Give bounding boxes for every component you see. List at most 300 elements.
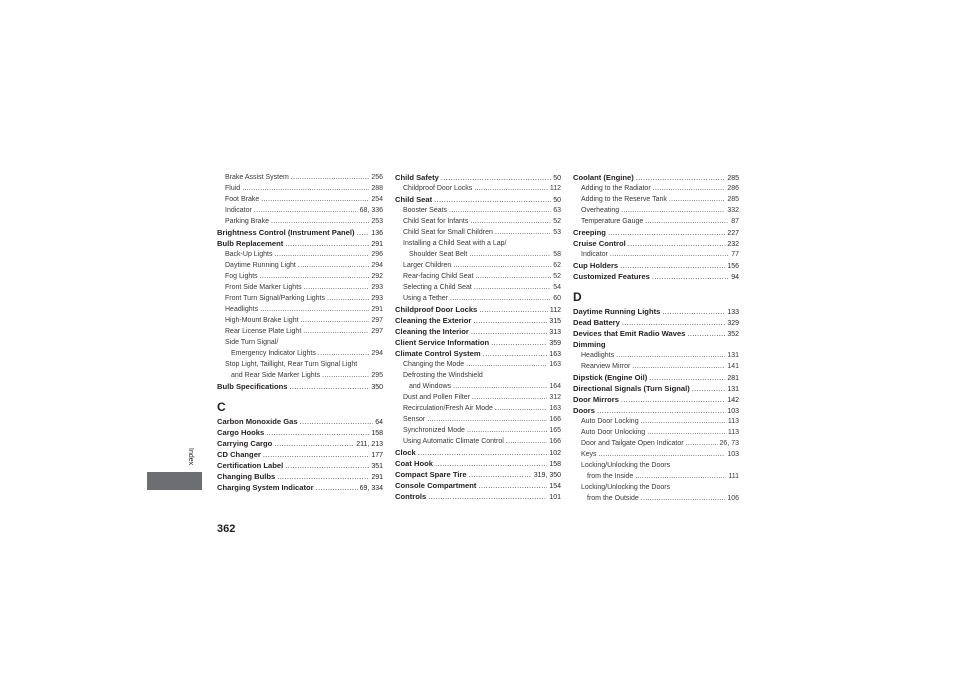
- dot-leader: [608, 227, 725, 238]
- entry-page-ref: 106: [727, 495, 739, 502]
- entry-page-ref: 87: [731, 218, 739, 225]
- index-entry: [395, 194, 561, 205]
- index-entry: [395, 403, 561, 414]
- index-entry: [573, 427, 739, 438]
- entry-page-ref: 166: [549, 438, 561, 445]
- entry-page-ref: 131: [727, 352, 739, 359]
- entry-label: Door and Tailgate Open Indicator: [581, 440, 684, 447]
- dot-leader: [616, 350, 725, 361]
- index-entry: [573, 449, 739, 460]
- index-entry: [573, 194, 739, 205]
- dot-leader: [686, 438, 718, 449]
- index-letter-heading: C: [217, 400, 226, 414]
- entry-label: and Rear Side Marker Lights: [231, 372, 321, 379]
- page-number: 362: [217, 523, 236, 535]
- dot-leader: [466, 359, 547, 370]
- entry-label: Stop Light, Taillight, Rear Turn Signal Light: [225, 361, 358, 368]
- index-entry: [573, 482, 739, 493]
- entry-page-ref: 133: [727, 309, 739, 316]
- index-entry: [395, 282, 561, 293]
- dot-leader: [620, 260, 725, 271]
- index-entry: [217, 216, 383, 227]
- index-entry: [217, 183, 383, 194]
- index-entry: [395, 469, 561, 480]
- entry-page-ref: 154: [549, 483, 561, 490]
- entry-label: Dead Battery: [573, 318, 620, 327]
- dot-leader: [261, 194, 369, 205]
- entry-label: Synchronized Mode: [403, 427, 465, 434]
- entry-page-ref: 286: [727, 185, 739, 192]
- index-entry: [573, 271, 739, 282]
- entry-label: Shoulder Seat Belt: [409, 251, 468, 258]
- dot-leader: [669, 194, 725, 205]
- entry-page-ref: 293: [371, 295, 383, 302]
- entry-page-ref: 291: [371, 306, 383, 313]
- entry-page-ref: 63: [553, 207, 561, 214]
- index-entry: [573, 205, 739, 216]
- index-entry: [395, 249, 561, 260]
- dot-leader: [471, 326, 547, 337]
- index-entry: [217, 326, 383, 337]
- index-entry: [395, 381, 561, 392]
- entry-page-ref: 26, 73: [719, 440, 739, 447]
- dot-leader: [474, 183, 548, 194]
- entry-page-ref: 156: [727, 263, 739, 270]
- entry-label: Carbon Monoxide Gas: [217, 417, 298, 426]
- index-entry: [217, 194, 383, 205]
- entry-page-ref: 165: [549, 427, 561, 434]
- dot-leader: [628, 238, 726, 249]
- index-entry: [217, 249, 383, 260]
- index-entry: [395, 216, 561, 227]
- dot-leader: [632, 361, 725, 372]
- index-entry: [395, 205, 561, 216]
- section-label: Index: [187, 448, 194, 466]
- entry-page-ref: 177: [371, 452, 383, 459]
- index-entry: [573, 471, 739, 482]
- entry-label: from the Outside: [587, 495, 639, 502]
- entry-label: Doors: [573, 406, 595, 415]
- dot-leader: [357, 227, 370, 238]
- index-entry: [217, 416, 383, 427]
- index-entry: [573, 328, 739, 339]
- index-entry: [395, 370, 561, 381]
- entry-label: Defrosting the Windshield: [403, 372, 483, 379]
- dot-leader: [274, 438, 354, 449]
- entry-page-ref: 281: [727, 375, 739, 382]
- entry-label: Customized Features: [573, 272, 650, 281]
- dot-leader: [450, 293, 551, 304]
- index-entry: [573, 493, 739, 504]
- entry-page-ref: 352: [727, 331, 739, 338]
- entry-label: Adding to the Reserve Tank: [581, 196, 667, 203]
- dot-leader: [434, 194, 551, 205]
- dot-leader: [610, 249, 729, 260]
- dot-leader: [495, 403, 547, 414]
- entry-label: Front Turn Signal/Parking Lights: [225, 295, 325, 302]
- index-entry: [395, 337, 561, 348]
- index-entry: [395, 304, 561, 315]
- entry-page-ref: 101: [549, 494, 561, 501]
- entry-label: Installing a Child Seat with a Lap/: [403, 240, 507, 247]
- index-entry: [395, 425, 561, 436]
- dot-leader: [467, 425, 547, 436]
- dot-leader: [597, 405, 725, 416]
- index-entry: [573, 260, 739, 271]
- entry-label: Emergency Indicator Lights: [231, 350, 316, 357]
- entry-page-ref: 163: [549, 405, 561, 412]
- entry-label: Daytime Running Light: [225, 262, 296, 269]
- dot-leader: [274, 249, 369, 260]
- entry-label: Child Seat for Infants: [403, 218, 469, 225]
- entry-page-ref: 69, 334: [359, 485, 383, 492]
- entry-label: Changing Bulbs: [217, 472, 276, 481]
- entry-page-ref: 211, 213: [356, 441, 383, 448]
- entry-label: Charging System Indicator: [217, 483, 314, 492]
- entry-page-ref: 285: [727, 196, 739, 203]
- index-entry: [573, 372, 739, 383]
- dot-leader: [652, 271, 729, 282]
- entry-label: Cup Holders: [573, 261, 619, 270]
- section-tab: [147, 472, 202, 490]
- index-entry: [395, 392, 561, 403]
- entry-page-ref: 294: [371, 350, 383, 357]
- entry-label: Carrying Cargo: [217, 439, 273, 448]
- index-entry: [217, 449, 383, 460]
- entry-page-ref: 112: [549, 185, 561, 192]
- entry-page-ref: 94: [731, 274, 739, 281]
- dot-leader: [653, 183, 726, 194]
- entry-page-ref: 291: [371, 241, 383, 248]
- index-entry: [395, 447, 561, 458]
- dot-leader: [662, 306, 725, 317]
- dot-leader: [636, 172, 726, 183]
- entry-label: Locking/Unlocking the Doors: [581, 484, 671, 491]
- index-entry: [573, 306, 739, 317]
- entry-page-ref: 64: [375, 419, 383, 426]
- index-entry: [573, 183, 739, 194]
- dot-leader: [322, 370, 369, 381]
- entry-page-ref: 296: [371, 251, 383, 258]
- index-entry: [217, 482, 383, 493]
- dot-leader: [298, 260, 369, 271]
- entry-page-ref: 102: [549, 450, 561, 457]
- index-entry: [217, 238, 383, 249]
- entry-label: Brake Assist System: [225, 174, 289, 181]
- entry-label: Auto Door Unlocking: [581, 429, 646, 436]
- entry-page-ref: 315: [549, 318, 561, 325]
- entry-label: Bulb Specifications: [217, 382, 288, 391]
- entry-label: Booster Seats: [403, 207, 447, 214]
- entry-label: Back-Up Lights: [225, 251, 273, 258]
- dot-leader: [441, 172, 551, 183]
- entry-label: Headlights: [581, 352, 615, 359]
- entry-page-ref: 141: [727, 363, 739, 370]
- index-entry: [217, 460, 383, 471]
- dot-leader: [435, 458, 547, 469]
- index-entry: [217, 227, 383, 238]
- dot-leader: [474, 282, 551, 293]
- entry-label: Dust and Pollen Filter: [403, 394, 470, 401]
- entry-page-ref: 50: [553, 175, 561, 182]
- entry-label: Rear License Plate Light: [225, 328, 302, 335]
- entry-label: Auto Door Locking: [581, 418, 639, 425]
- entry-page-ref: 292: [371, 273, 383, 280]
- dot-leader: [260, 271, 370, 282]
- entry-page-ref: 52: [553, 218, 561, 225]
- index-entry: [217, 359, 383, 370]
- entry-page-ref: 103: [727, 408, 739, 415]
- entry-label: Sensor: [403, 416, 426, 423]
- index-entry: [573, 172, 739, 183]
- dot-leader: [641, 493, 726, 504]
- entry-label: Console Compartment: [395, 481, 477, 490]
- entry-label: Childproof Door Locks: [403, 185, 473, 192]
- entry-label: Fog Lights: [225, 273, 258, 280]
- dot-leader: [291, 172, 370, 183]
- entry-label: Temperature Gauge: [581, 218, 644, 225]
- entry-label: Client Service Information: [395, 338, 490, 347]
- dot-leader: [478, 480, 547, 491]
- dot-leader: [649, 372, 725, 383]
- index-entry: [573, 227, 739, 238]
- dot-leader: [506, 436, 548, 447]
- index-entry: [573, 339, 739, 350]
- entry-page-ref: 50: [553, 197, 561, 204]
- entry-label: Child Safety: [395, 173, 439, 182]
- dot-leader: [289, 381, 369, 392]
- entry-page-ref: 112: [549, 307, 561, 314]
- dot-leader: [479, 304, 548, 315]
- entry-page-ref: 111: [728, 473, 739, 480]
- entry-label: Door Mirrors: [573, 395, 619, 404]
- entry-page-ref: 256: [371, 174, 383, 181]
- index-entry: [573, 317, 739, 328]
- entry-page-ref: 54: [553, 284, 561, 291]
- entry-page-ref: 113: [727, 429, 739, 436]
- entry-label: Controls: [395, 492, 427, 501]
- entry-label: Rear-facing Child Seat: [403, 273, 474, 280]
- index-entry: [395, 359, 561, 370]
- dot-leader: [641, 416, 726, 427]
- entry-label: Directional Signals (Turn Signal): [573, 384, 690, 393]
- index-entry: [217, 172, 383, 183]
- dot-leader: [469, 469, 532, 480]
- entry-page-ref: 60: [553, 295, 561, 302]
- entry-label: and Windows: [409, 383, 452, 390]
- entry-page-ref: 113: [727, 418, 739, 425]
- index-entry: [217, 337, 383, 348]
- dot-leader: [271, 216, 369, 227]
- entry-label: Rearview Mirror: [581, 363, 631, 370]
- index-entry: [395, 227, 561, 238]
- entry-page-ref: 166: [549, 416, 561, 423]
- entry-page-ref: 232: [727, 241, 739, 248]
- dot-leader: [242, 183, 369, 194]
- entry-page-ref: 293: [371, 284, 383, 291]
- dot-leader: [254, 205, 358, 216]
- entry-page-ref: 253: [371, 218, 383, 225]
- entry-page-ref: 158: [549, 461, 561, 468]
- index-entry: [217, 315, 383, 326]
- index-entry: [217, 370, 383, 381]
- entry-label: Cleaning the Interior: [395, 327, 469, 336]
- entry-label: Bulb Replacement: [217, 239, 284, 248]
- entry-page-ref: 294: [371, 262, 383, 269]
- dot-leader: [692, 383, 726, 394]
- entry-label: Recirculation/Fresh Air Mode: [403, 405, 493, 412]
- dot-leader: [263, 449, 369, 460]
- entry-page-ref: 62: [553, 262, 561, 269]
- dot-leader: [469, 249, 551, 260]
- entry-label: Cleaning the Exterior: [395, 316, 472, 325]
- entry-label: Dimming: [573, 340, 606, 349]
- entry-label: Creeping: [573, 228, 606, 237]
- index-entry: [217, 304, 383, 315]
- entry-page-ref: 288: [371, 185, 383, 192]
- index-entry: [573, 394, 739, 405]
- entry-page-ref: 329: [727, 320, 739, 327]
- entry-label: Changing the Mode: [403, 361, 465, 368]
- entry-page-ref: 332: [727, 207, 739, 214]
- index-entry: [573, 405, 739, 416]
- entry-page-ref: 53: [553, 229, 561, 236]
- index-entry: [395, 458, 561, 469]
- index-entry: [573, 216, 739, 227]
- entry-label: Indicator: [581, 251, 608, 258]
- entry-label: Child Seat: [395, 195, 433, 204]
- index-entry: [395, 326, 561, 337]
- entry-page-ref: 103: [727, 451, 739, 458]
- index-entry: [395, 293, 561, 304]
- entry-page-ref: 131: [727, 386, 739, 393]
- dot-leader: [285, 460, 369, 471]
- index-column-3: [573, 172, 739, 504]
- dot-leader: [266, 427, 369, 438]
- dot-leader: [483, 348, 548, 359]
- entry-label: Climate Control System: [395, 349, 481, 358]
- entry-label: High-Mount Brake Light: [225, 317, 299, 324]
- entry-label: Parking Brake: [225, 218, 269, 225]
- entry-page-ref: 312: [549, 394, 561, 401]
- entry-label: Using Automatic Climate Control: [403, 438, 504, 445]
- index-entry: [573, 383, 739, 394]
- entry-page-ref: 291: [371, 474, 383, 481]
- index-entry: [573, 350, 739, 361]
- dot-leader: [301, 315, 370, 326]
- dot-leader: [449, 205, 551, 216]
- index-entry: [573, 438, 739, 449]
- dot-leader: [621, 205, 725, 216]
- dot-leader: [427, 414, 547, 425]
- index-entry: [395, 238, 561, 249]
- dot-leader: [621, 394, 725, 405]
- dot-leader: [473, 315, 547, 326]
- dot-leader: [300, 416, 374, 427]
- index-entry: [217, 471, 383, 482]
- index-entry: [395, 315, 561, 326]
- entry-label: Devices that Emit Radio Waves: [573, 329, 686, 338]
- dot-leader: [687, 328, 725, 339]
- entry-label: Certification Label: [217, 461, 284, 470]
- index-entry: [217, 438, 383, 449]
- index-entry: [217, 293, 383, 304]
- entry-label: Side Turn Signal/: [225, 339, 279, 346]
- dot-leader: [647, 427, 726, 438]
- entry-label: Child Seat for Small Children: [403, 229, 493, 236]
- dot-leader: [635, 471, 726, 482]
- entry-page-ref: 142: [727, 397, 739, 404]
- entry-label: Dipstick (Engine Oil): [573, 373, 648, 382]
- dot-leader: [304, 282, 370, 293]
- dot-leader: [327, 293, 369, 304]
- entry-page-ref: 319, 350: [533, 472, 561, 479]
- entry-page-ref: 158: [371, 430, 383, 437]
- entry-page-ref: 295: [371, 372, 383, 379]
- index-entry: [217, 427, 383, 438]
- entry-label: Selecting a Child Seat: [403, 284, 472, 291]
- index-entry: [217, 260, 383, 271]
- dot-leader: [470, 216, 551, 227]
- entry-label: Overheating: [581, 207, 620, 214]
- entry-page-ref: 297: [371, 328, 383, 335]
- entry-label: Clock: [395, 448, 416, 457]
- dot-leader: [475, 271, 551, 282]
- index-entry: [217, 282, 383, 293]
- dot-leader: [599, 449, 726, 460]
- index-entry: [573, 460, 739, 471]
- entry-page-ref: 254: [371, 196, 383, 203]
- entry-page-ref: 136: [371, 230, 383, 237]
- dot-leader: [428, 491, 547, 502]
- index-entry: [395, 480, 561, 491]
- index-column-2: [395, 172, 561, 502]
- entry-page-ref: 164: [549, 383, 561, 390]
- index-entry: [395, 348, 561, 359]
- index-entry: [217, 205, 383, 216]
- dot-leader: [285, 238, 369, 249]
- entry-page-ref: 350: [371, 384, 383, 391]
- entry-page-ref: 163: [549, 361, 561, 368]
- dot-leader: [303, 326, 369, 337]
- index-entry: [395, 260, 561, 271]
- index-entry: [217, 271, 383, 282]
- entry-page-ref: 163: [549, 351, 561, 358]
- dot-leader: [645, 216, 729, 227]
- dot-leader: [418, 447, 548, 458]
- entry-page-ref: 77: [731, 251, 739, 258]
- dot-leader: [472, 392, 547, 403]
- index-column-1: [217, 172, 383, 493]
- dot-leader: [453, 260, 551, 271]
- index-entry: [395, 436, 561, 447]
- index-entry: [395, 414, 561, 425]
- entry-label: Childproof Door Locks: [395, 305, 478, 314]
- index-entry: [395, 183, 561, 194]
- index-entry: [573, 249, 739, 260]
- entry-page-ref: 359: [549, 340, 561, 347]
- index-entry: [573, 238, 739, 249]
- entry-label: Larger Children: [403, 262, 452, 269]
- index-entry: [573, 416, 739, 427]
- dot-leader: [277, 471, 369, 482]
- index-entry: [573, 361, 739, 372]
- dot-leader: [622, 317, 725, 328]
- index-entry: [395, 172, 561, 183]
- entry-page-ref: 68, 336: [359, 207, 383, 214]
- entry-label: Cruise Control: [573, 239, 626, 248]
- entry-page-ref: 227: [727, 230, 739, 237]
